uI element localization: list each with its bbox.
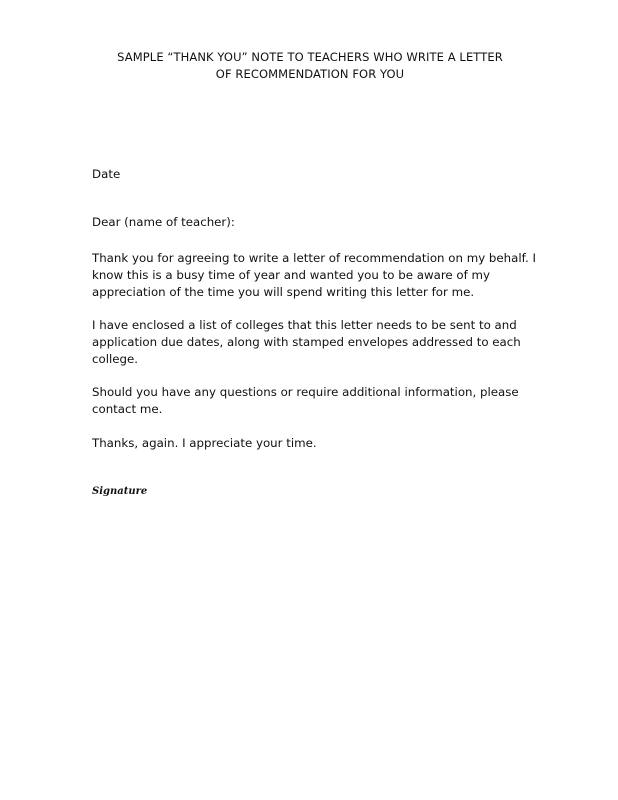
- letter-signature: Signature: [92, 486, 148, 497]
- letter-paragraph-1: [92, 250, 536, 301]
- paragraph-line: contact me.: [92, 402, 163, 416]
- paragraph-line: Should you have any questions or require additional information, please: [92, 385, 519, 399]
- letter-salutation: Dear (name of teacher):: [92, 215, 235, 229]
- letter-paragraph-3: [92, 384, 519, 418]
- paragraph-line: know this is a busy time of year and wanted you to be aware of my: [92, 268, 491, 282]
- document-title-line-1: SAMPLE “THANK YOU” NOTE TO TEACHERS WHO WRITE A LETTER: [117, 50, 503, 64]
- paragraph-line: application due dates, along with stamped envelopes addressed to each: [92, 335, 521, 349]
- document-title-line-2: OF RECOMMENDATION FOR YOU: [215, 67, 405, 81]
- letter-date: Date: [92, 167, 121, 181]
- paragraph-line: Thank you for agreeing to write a letter of recommendation on my behalf. I: [92, 251, 536, 265]
- paragraph-line: college.: [92, 352, 139, 366]
- letter-closing: Thanks, again. I appreciate your time.: [92, 436, 317, 450]
- letter-paragraph-2: [92, 317, 521, 368]
- paragraph-line: I have enclosed a list of colleges that this letter needs to be sent to and: [92, 318, 517, 332]
- paragraph-line: appreciation of the time you will spend writing this letter for me.: [92, 285, 475, 299]
